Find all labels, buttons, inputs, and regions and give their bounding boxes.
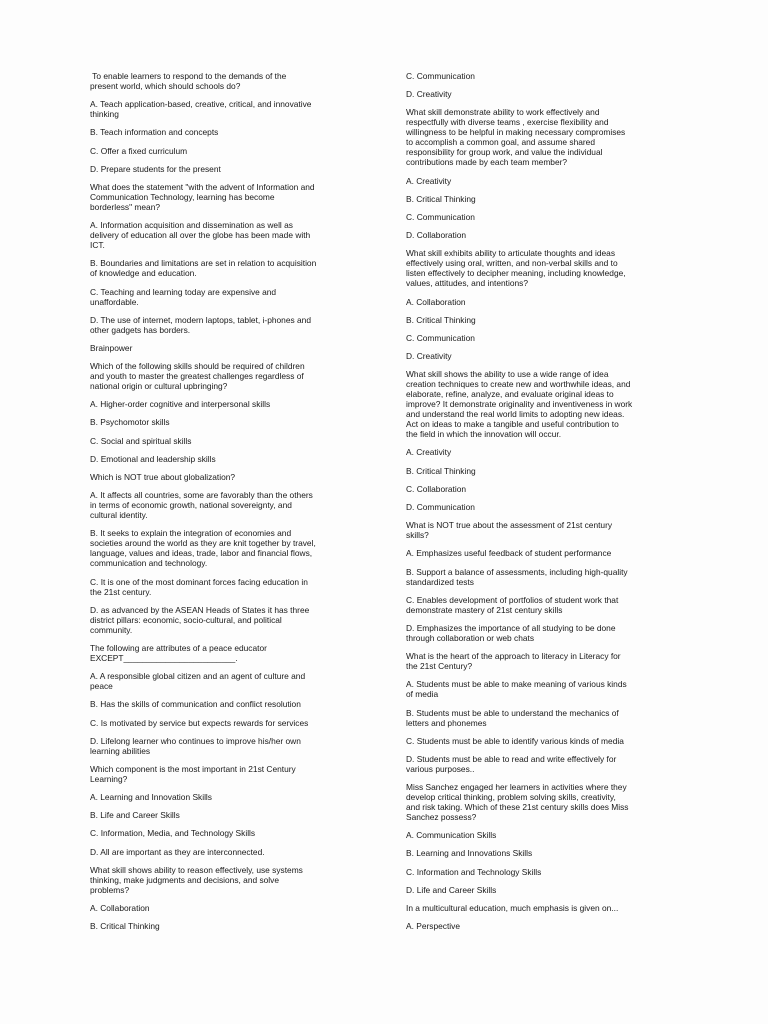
text-line: district pillars: economic, socio-cultural, and political <box>90 614 282 625</box>
text-line: C. Social and spiritual skills <box>90 435 192 446</box>
text-line: A. Creativity <box>406 447 452 458</box>
text-line: Which is NOT true about globalization? <box>90 472 236 482</box>
right-paragraph <box>406 595 682 615</box>
text-line: letters and phonemes <box>406 717 487 728</box>
right-paragraph <box>406 885 682 895</box>
text-line: the 21st Century? <box>406 661 473 672</box>
left-paragraph <box>90 903 362 913</box>
paragraph-gap <box>90 278 362 286</box>
left-paragraph <box>90 417 362 427</box>
text-line: language, values and ideas, trade, labor and financial flows, <box>90 548 313 559</box>
left-paragraph <box>90 828 362 838</box>
left-paragraph <box>90 865 362 895</box>
paragraph-gap <box>90 857 362 865</box>
text-line: various purposes.. <box>406 763 475 774</box>
right-paragraph <box>406 679 682 699</box>
text-line: elaborate, refine, analyze, and evaluate original ideas to <box>406 389 614 400</box>
left-paragraph <box>90 164 362 174</box>
text-line: peace <box>90 681 113 692</box>
text-line: listen effectively to decipher meaning, including knowledge, <box>406 268 626 279</box>
left-paragraph <box>90 490 362 520</box>
text-line: other gadgets has borders. <box>90 324 191 335</box>
right-paragraph <box>406 447 682 457</box>
paragraph-gap <box>406 774 682 782</box>
text-line: What skill exhibits ability to articulate thoughts and ideas <box>406 248 616 259</box>
text-line: Which of the following skills should be required of children <box>90 361 305 372</box>
left-paragraph <box>90 792 362 802</box>
paragraph-gap <box>406 615 682 623</box>
text-line: A. Higher-order cognitive and interpersonal skills <box>90 399 271 410</box>
text-line: C. Collaboration <box>406 483 467 494</box>
text-line: What is the heart of the approach to literacy in Literacy for <box>406 651 621 662</box>
right-paragraph <box>406 708 682 728</box>
left-paragraph <box>90 182 362 212</box>
paragraph-gap <box>90 597 362 605</box>
text-line: B. Critical Thinking <box>406 314 476 325</box>
paragraph-gap <box>406 587 682 595</box>
right-paragraph <box>406 351 682 361</box>
paragraph-gap <box>90 635 362 643</box>
text-line: C. Enables development of portfolios of student work that <box>406 594 619 605</box>
paragraph-gap <box>406 643 682 651</box>
text-line: D. Creativity <box>406 351 452 362</box>
paragraph-gap <box>90 353 362 361</box>
paragraph-gap <box>90 174 362 182</box>
text-line: standardized tests <box>406 576 474 587</box>
right-paragraph <box>406 830 682 840</box>
text-line: Sanchez possess? <box>406 812 477 823</box>
text-line: D. Emphasizes the importance of all studying to be done <box>406 622 616 633</box>
left-paragraph <box>90 718 362 728</box>
text-line: A. A responsible global citizen and an agent of culture and <box>90 671 306 682</box>
right-paragraph <box>406 520 682 540</box>
text-line: What skill shows the ability to use a wide range of idea <box>406 369 609 380</box>
paragraph-gap <box>90 137 362 145</box>
text-line: What skill shows ability to reason effectively, use systems <box>90 864 303 875</box>
paragraph-gap <box>90 156 362 164</box>
text-line: C. Offer a fixed curriculum <box>90 145 188 156</box>
paragraph-gap <box>90 464 362 472</box>
left-paragraph <box>90 454 362 464</box>
text-line: Act on ideas to make a tangible and useful contribution to <box>406 419 619 430</box>
right-paragraph <box>406 466 682 476</box>
paragraph-gap <box>90 784 362 792</box>
text-line: cultural identity. <box>90 510 148 521</box>
right-paragraph <box>406 548 682 558</box>
text-line: B. Boundaries and limitations are set in relation to acquisition <box>90 258 317 269</box>
paragraph-gap <box>90 409 362 417</box>
text-line: improve? It demonstrate originality and inventiveness in work <box>406 399 633 410</box>
text-line: ICT. <box>90 240 105 251</box>
text-line: willingness to be helpful in making necessary compromises <box>406 127 626 138</box>
text-line: societies around the world as they are knit together by travel, <box>90 538 316 549</box>
paragraph-gap <box>406 439 682 447</box>
paragraph-gap <box>406 204 682 212</box>
text-line: demonstrate mastery of 21st century skills <box>406 604 563 615</box>
text-line: D. Students must be able to read and write effectively for <box>406 753 617 764</box>
paragraph-gap <box>90 391 362 399</box>
text-line: C. Communication <box>406 71 475 81</box>
text-line: and risk taking. Which of these 21st century skills does Miss <box>406 802 629 813</box>
paragraph-gap <box>90 119 362 127</box>
paragraph-gap <box>406 746 682 754</box>
text-line: B. Learning and Innovations Skills <box>406 848 533 859</box>
paragraph-gap <box>90 250 362 258</box>
text-line: D. Emotional and leadership skills <box>90 453 216 464</box>
text-line: B. Critical Thinking <box>406 193 476 204</box>
right-paragraph <box>406 736 682 746</box>
left-column <box>90 71 362 931</box>
paragraph-gap <box>406 186 682 194</box>
text-line: in terms of economic growth, national sovereignty, and <box>90 500 292 511</box>
left-paragraph <box>90 258 362 278</box>
right-paragraph <box>406 754 682 774</box>
left-paragraph <box>90 472 362 482</box>
text-line: D. Creativity <box>406 89 452 100</box>
text-line: develop critical thinking, problem solving skills, creativity, <box>406 792 616 803</box>
text-line: communication and technology. <box>90 558 208 569</box>
text-line: B. Support a balance of assessments, including high-quality <box>406 566 628 577</box>
text-line: D. The use of internet, modern laptops, tablet, i-phones and <box>90 314 311 325</box>
left-paragraph <box>90 736 362 756</box>
left-paragraph <box>90 287 362 307</box>
text-line: C. Information, Media, and Technology Skills <box>90 828 256 839</box>
text-line: C. Is motivated by service but expects rewards for services <box>90 717 309 728</box>
text-line: and understand the real world limits to adopting new ideas. <box>406 409 625 420</box>
left-paragraph <box>90 436 362 446</box>
right-column <box>406 71 682 931</box>
text-line: to accomplish a common goal, and assume shared <box>406 137 596 148</box>
paragraph-gap <box>406 558 682 566</box>
paragraph-gap <box>406 343 682 351</box>
text-line: Which component is the most important in 21st Century <box>90 763 296 774</box>
paragraph-gap <box>406 895 682 903</box>
paragraph-gap <box>406 877 682 885</box>
right-paragraph <box>406 848 682 858</box>
text-line: unaffordable. <box>90 296 139 307</box>
right-paragraph <box>406 315 682 325</box>
text-line: D. Prepare students for the present <box>90 163 221 174</box>
paragraph-gap <box>90 820 362 828</box>
text-line: Learning? <box>90 773 128 784</box>
paragraph-gap <box>406 728 682 736</box>
paragraph-gap <box>90 520 362 528</box>
text-line: through collaboration or web chats <box>406 632 535 643</box>
text-line: respectfully with diverse teams , exercise flexibility and <box>406 117 609 128</box>
left-paragraph <box>90 71 362 91</box>
text-line: learning abilities <box>90 745 151 756</box>
paragraph-gap <box>90 802 362 810</box>
text-line: C. Information and Technology Skills <box>406 866 542 877</box>
right-paragraph <box>406 107 682 167</box>
text-line: problems? <box>90 884 130 895</box>
right-paragraph <box>406 369 682 439</box>
text-line: A. Learning and Innovation Skills <box>90 792 212 803</box>
right-paragraph <box>406 567 682 587</box>
text-line: A. Communication Skills <box>406 830 497 841</box>
paragraph-gap <box>406 222 682 230</box>
text-line: A. Teach application-based, creative, critical, and innovative <box>90 99 312 110</box>
right-paragraph <box>406 71 682 81</box>
text-line: contributions made by each team member? <box>406 157 568 168</box>
text-line: A. Students must be able to make meaning of various kinds <box>406 679 627 690</box>
left-paragraph <box>90 343 362 353</box>
right-paragraph <box>406 194 682 204</box>
paragraph-gap <box>406 307 682 315</box>
right-paragraph <box>406 782 682 822</box>
text-line: C. Communication <box>406 211 475 222</box>
paragraph-gap <box>90 691 362 699</box>
text-line: D. Communication <box>406 502 475 512</box>
text-line: national origin or cultural upbringing? <box>90 381 228 392</box>
text-line: C. It is one of the most dominant forces facing education in <box>90 576 308 587</box>
paragraph-gap <box>406 671 682 679</box>
paragraph-gap <box>406 840 682 848</box>
text-line: In a multicultural education, much emphasis is given on... <box>406 903 619 913</box>
left-paragraph <box>90 577 362 597</box>
paragraph-gap <box>90 307 362 315</box>
left-paragraph <box>90 99 362 119</box>
right-paragraph <box>406 623 682 643</box>
text-line: D. Life and Career Skills <box>406 884 497 895</box>
right-paragraph <box>406 89 682 99</box>
text-line: Communication Technology, learning has become <box>90 191 275 202</box>
paragraph-gap <box>406 476 682 484</box>
paragraph-gap <box>406 167 682 175</box>
paragraph-gap <box>90 482 362 490</box>
left-paragraph <box>90 605 362 635</box>
text-line: Brainpower <box>90 342 133 353</box>
right-paragraph <box>406 297 682 307</box>
text-line: Miss Sanchez engaged her learners in activities where they <box>406 782 627 793</box>
text-line: B. Teach information and concepts <box>90 127 219 138</box>
text-line: B. Life and Career Skills <box>90 810 180 821</box>
paragraph-gap <box>406 288 682 296</box>
paragraph-gap <box>406 99 682 107</box>
left-paragraph <box>90 220 362 250</box>
right-paragraph <box>406 176 682 186</box>
text-line: values, attitudes, and intentions? <box>406 278 528 289</box>
left-paragraph <box>90 399 362 409</box>
paragraph-gap <box>90 756 362 764</box>
left-paragraph <box>90 127 362 137</box>
text-line: B. Critical Thinking <box>90 921 160 932</box>
left-paragraph <box>90 643 362 663</box>
text-line: delivery of education all over the globe has been made with <box>90 230 311 241</box>
text-line: A. Information acquisition and dissemination as well as <box>90 220 293 231</box>
text-line: A. Perspective <box>406 921 460 932</box>
text-line: thinking, make judgments and decisions, and solve <box>90 874 280 885</box>
paragraph-gap <box>406 81 682 89</box>
text-line: To enable learners to respond to the demands of the <box>90 71 287 81</box>
text-line: skills? <box>406 530 429 541</box>
paragraph-gap <box>406 325 682 333</box>
text-line: C. Students must be able to identify various kinds of media <box>406 735 624 746</box>
left-paragraph <box>90 921 362 931</box>
text-line: B. Critical Thinking <box>406 465 476 476</box>
left-paragraph <box>90 699 362 709</box>
right-paragraph <box>406 903 682 913</box>
paragraph-gap <box>90 663 362 671</box>
text-line: creation techniques to create new and worthwhile ideas, and <box>406 379 631 390</box>
paragraph-gap <box>90 91 362 99</box>
paragraph-gap <box>90 709 362 717</box>
left-paragraph <box>90 810 362 820</box>
left-paragraph <box>90 671 362 691</box>
text-line: thinking <box>90 109 119 120</box>
text-line: borderless" mean? <box>90 201 161 212</box>
text-line: present world, which should schools do? <box>90 81 241 91</box>
paragraph-gap <box>406 822 682 830</box>
paragraph-gap <box>90 913 362 921</box>
text-line: A. Collaboration <box>406 296 466 307</box>
text-line: of knowledge and education. <box>90 268 197 279</box>
paragraph-gap <box>90 838 362 846</box>
text-line: D. Lifelong learner who continues to improve his/her own <box>90 735 301 746</box>
text-line: and youth to master the greatest challenges regardless of <box>90 371 304 382</box>
left-paragraph <box>90 764 362 784</box>
paragraph-gap <box>406 361 682 369</box>
left-paragraph <box>90 361 362 391</box>
text-line: A. Emphasizes useful feedback of student performance <box>406 548 612 559</box>
right-paragraph <box>406 212 682 222</box>
text-line: B. Students must be able to understand the mechanics of <box>406 707 619 718</box>
paragraph-gap <box>90 568 362 576</box>
text-line: What is NOT true about the assessment of 21st century <box>406 520 613 531</box>
right-paragraph <box>406 333 682 343</box>
text-line: D. All are important as they are interconnected. <box>90 846 265 857</box>
paragraph-gap <box>406 858 682 866</box>
left-paragraph <box>90 528 362 568</box>
paragraph-gap <box>90 728 362 736</box>
text-line: What does the statement "with the advent of Information and <box>90 181 315 192</box>
text-line: B. Has the skills of communication and conflict resolution <box>90 699 301 710</box>
right-paragraph <box>406 230 682 240</box>
text-line: The following are attributes of a peace educator <box>90 642 267 653</box>
paragraph-gap <box>406 457 682 465</box>
text-line: C. Teaching and learning today are expensive and <box>90 286 277 297</box>
text-line: C. Communication <box>406 332 475 343</box>
text-line: D. as advanced by the ASEAN Heads of States it has three <box>90 604 310 615</box>
text-line: effectively using oral, written, and non-verbal skills and to <box>406 258 618 269</box>
left-paragraph <box>90 315 362 335</box>
text-line: EXCEPT________________________. <box>90 652 238 663</box>
left-paragraph <box>90 146 362 156</box>
paragraph-gap <box>90 427 362 435</box>
text-line: community. <box>90 624 133 635</box>
paragraph-gap <box>406 913 682 921</box>
text-line: A. Creativity <box>406 175 452 186</box>
paragraph-gap <box>90 212 362 220</box>
paragraph-gap <box>406 512 682 520</box>
text-line: B. Psychomotor skills <box>90 417 170 428</box>
text-line: of media <box>406 689 439 700</box>
text-line: the 21st century. <box>90 586 152 597</box>
right-paragraph <box>406 921 682 931</box>
text-line: responsibility for group work, and value the individual <box>406 147 603 158</box>
text-line: A. Collaboration <box>90 903 150 913</box>
right-paragraph <box>406 502 682 512</box>
text-line: A. It affects all countries, some are favorably than the others <box>90 490 313 501</box>
paragraph-gap <box>406 540 682 548</box>
right-paragraph <box>406 248 682 288</box>
right-paragraph <box>406 651 682 671</box>
paragraph-gap <box>406 699 682 707</box>
left-paragraph <box>90 847 362 857</box>
paragraph-gap <box>406 240 682 248</box>
text-line: What skill demonstrate ability to work effectively and <box>406 107 600 118</box>
text-line: D. Collaboration <box>406 230 467 241</box>
right-paragraph <box>406 484 682 494</box>
text-line: the field in which the innovation will occur. <box>406 429 562 440</box>
text-line: B. It seeks to explain the integration of economies and <box>90 528 292 539</box>
paragraph-gap <box>90 446 362 454</box>
paragraph-gap <box>90 895 362 903</box>
paragraph-gap <box>406 494 682 502</box>
right-paragraph <box>406 867 682 877</box>
paragraph-gap <box>90 335 362 343</box>
